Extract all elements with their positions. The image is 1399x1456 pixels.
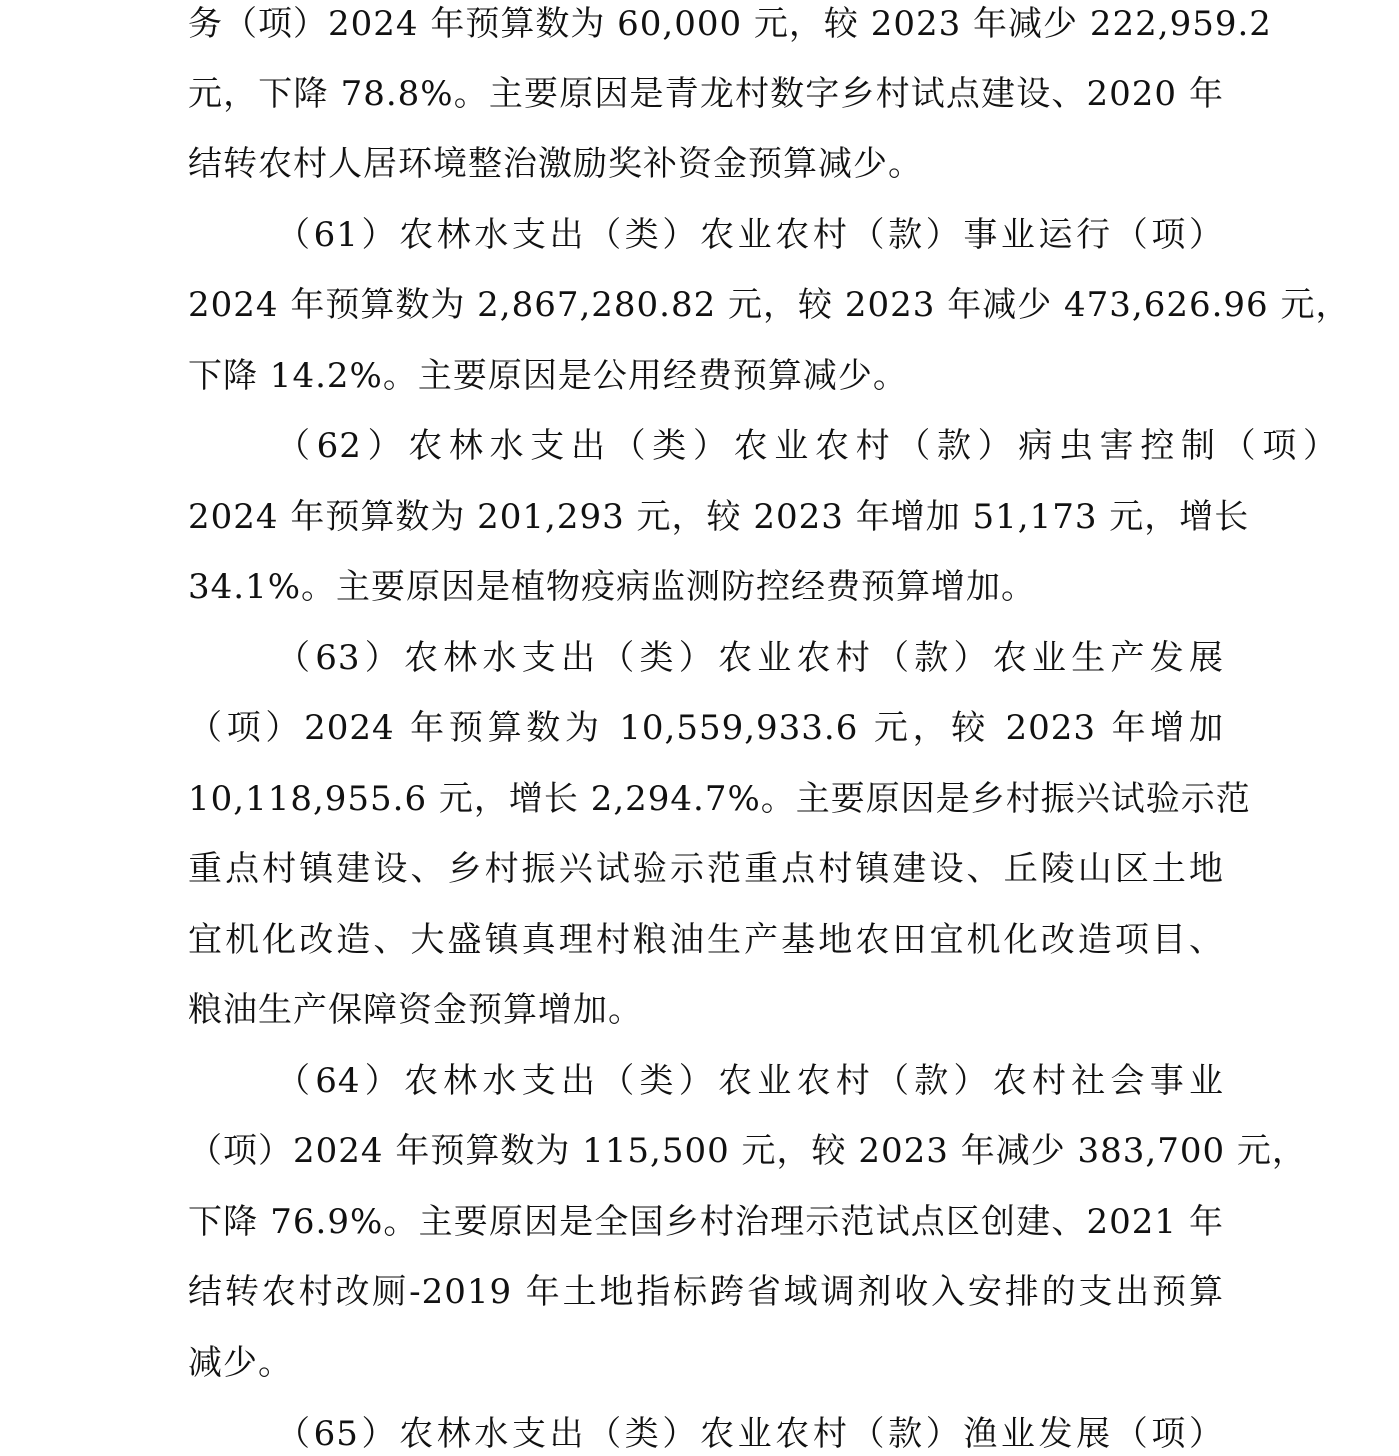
paragraph-heading-64: （64）农林水支出（类）农业农村（款）农村社会事业: [276, 1061, 1224, 1101]
text-line: 务（项）2024 年预算数为 60,000 元，较 2023 年减少 222,959.2: [188, 4, 1272, 44]
paragraph-heading-62: （62）农林水支出（类）农业农村（款）病虫害控制（项）: [276, 426, 1338, 466]
paragraph-heading-65: （65）农林水支出（类）农业农村（款）渔业发展（项）: [276, 1414, 1224, 1454]
text-line: 下降 14.2%。主要原因是公用经费预算减少。: [188, 356, 908, 396]
text-line: 2024 年预算数为 201,293 元，较 2023 年增加 51,173 元，增长: [188, 497, 1250, 537]
text-line: 减少。: [188, 1343, 293, 1383]
text-line: 2024 年预算数为 2,867,280.82 元，较 2023 年减少 473,626.96 元，: [188, 285, 1351, 325]
paragraph-heading-63: （63）农林水支出（类）农业农村（款）农业生产发展: [276, 638, 1224, 678]
text-line: 元，下降 78.8%。主要原因是青龙村数字乡村试点建设、2020 年: [188, 74, 1224, 114]
text-line: 结转农村改厕-2019 年土地指标跨省域调剂收入安排的支出预算: [188, 1272, 1224, 1312]
text-line: 重点村镇建设、乡村振兴试验示范重点村镇建设、丘陵山区土地: [188, 849, 1224, 889]
text-line: 10,118,955.6 元，增长 2,294.7%。主要原因是乡村振兴试验示范: [188, 779, 1251, 819]
paragraph-heading-61: （61）农林水支出（类）农业农村（款）事业运行（项）: [276, 215, 1224, 255]
text-line: 34.1%。主要原因是植物疫病监测防控经费预算增加。: [188, 567, 1037, 607]
text-line: 粮油生产保障资金预算增加。: [188, 990, 643, 1030]
text-line: 下降 76.9%。主要原因是全国乡村治理示范试点区创建、2021 年: [188, 1202, 1224, 1242]
text-line: （项）2024 年预算数为 10,559,933.6 元，较 2023 年增加: [188, 708, 1224, 748]
text-line: 结转农村人居环境整治激励奖补资金预算减少。: [188, 144, 923, 184]
text-line: （项）2024 年预算数为 115,500 元，较 2023 年减少 383,700 元，: [188, 1131, 1307, 1171]
text-line: 宜机化改造、大盛镇真理村粮油生产基地农田宜机化改造项目、: [188, 920, 1224, 960]
